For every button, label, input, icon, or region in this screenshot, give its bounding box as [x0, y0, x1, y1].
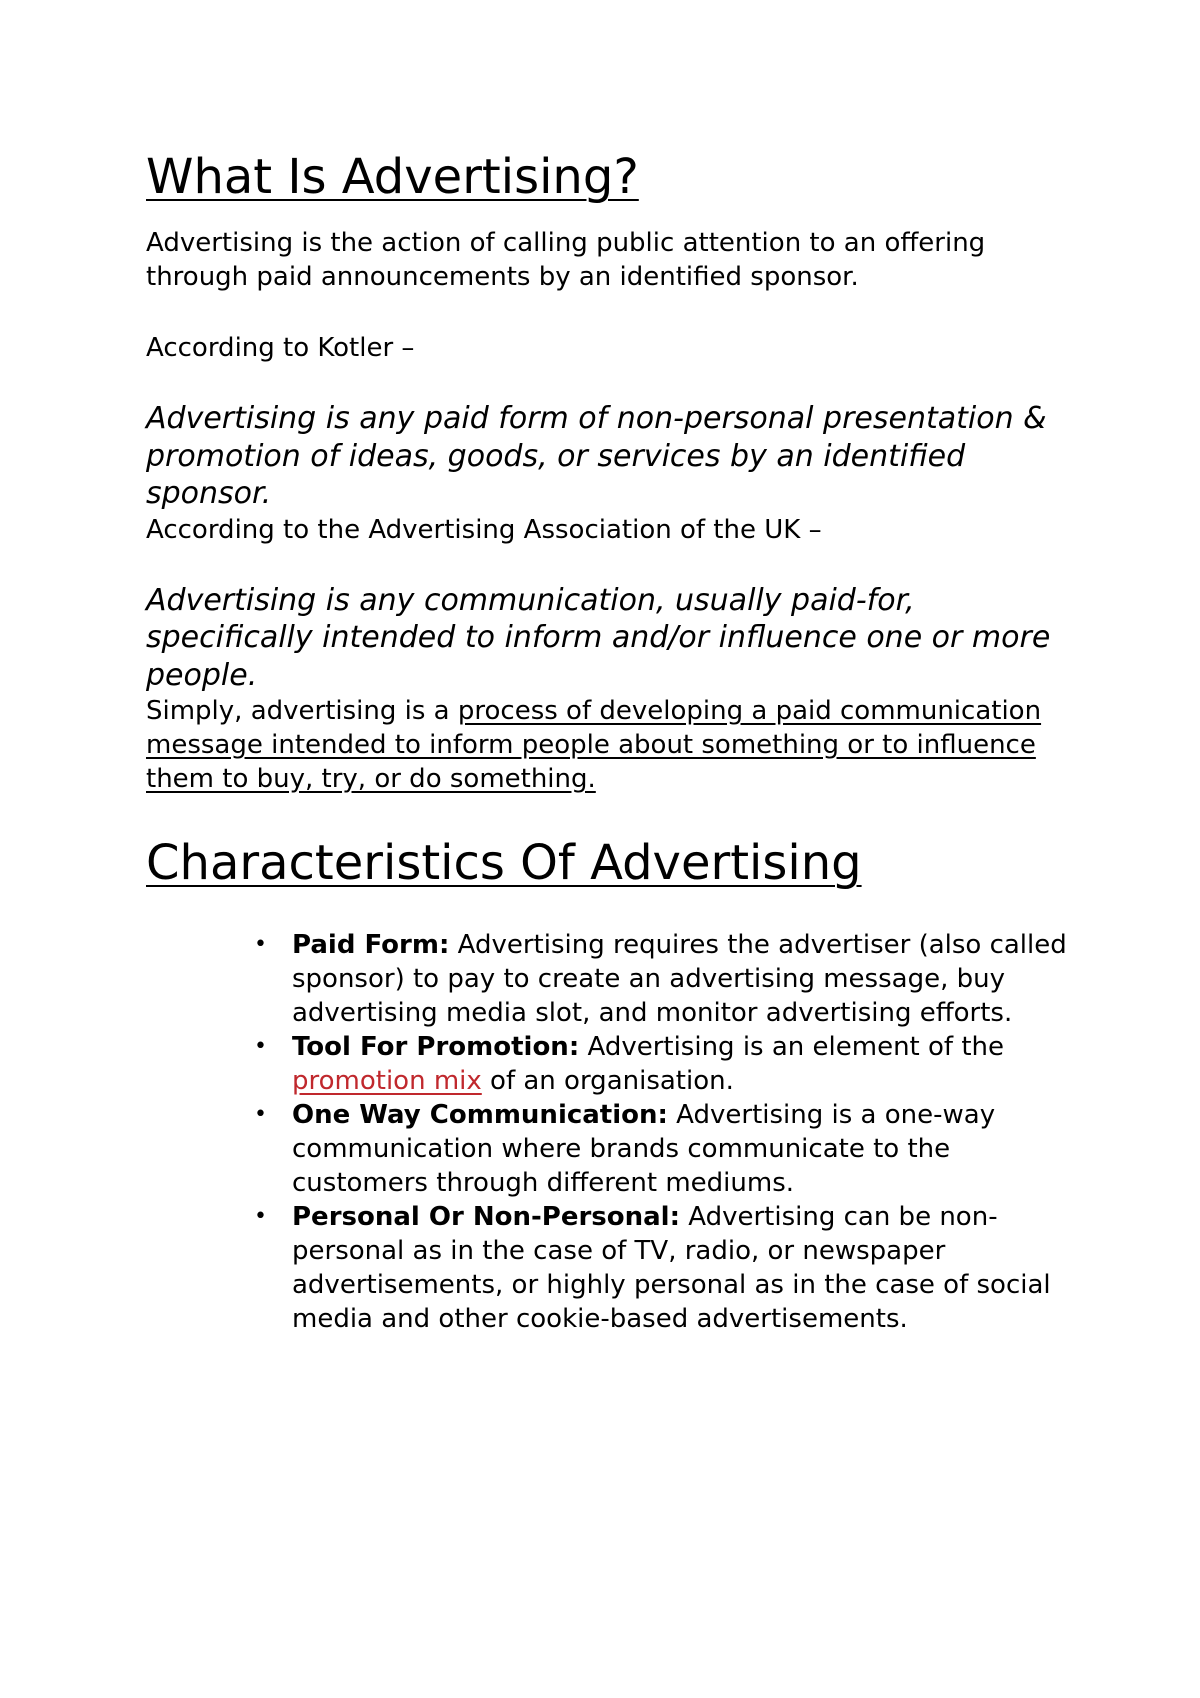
- intro-paragraph: Advertising is the action of calling public attention to an offering through paid announcements by an identified sponsor.: [146, 228, 986, 292]
- bullet-icon: •: [254, 1204, 267, 1229]
- list-item: [254, 1098, 1072, 1200]
- aauk-quote: Advertising is any communication, usually paid-for, specifically intended to inform and/or influence one or more people.: [146, 582, 1051, 693]
- document-content: [146, 148, 1066, 1336]
- list-item-term: Tool For Promotion:: [292, 1032, 580, 1062]
- simply-underlined-text: process of developing a paid communication message intended to inform people about something or to influence them to buy, try, or do something.: [146, 696, 1042, 794]
- kotler-quote: Advertising is any paid form of non-personal presentation & promotion of ideas, goods, or services by an identified sponsor.: [146, 401, 1047, 511]
- bullet-icon: •: [254, 1102, 267, 1127]
- list-item-text: of an organisation.: [481, 1066, 734, 1096]
- list-item: [254, 1030, 1072, 1098]
- list-item: [254, 928, 1072, 1030]
- aauk-label: According to the Advertising Association of the UK –: [146, 514, 822, 545]
- list-item-text: Advertising is a one-way communication where brands communicate to the customers through different mediums.: [292, 1100, 996, 1198]
- list-item-term: Paid Form:: [292, 930, 450, 960]
- list-item-text: Advertising requires the advertiser (also called sponsor) to pay to create an advertising message, buy advertising media slot, and monitor advertising efforts.: [292, 930, 1067, 1028]
- simply-paragraph: [146, 694, 1066, 796]
- list-item-term: One Way Communication:: [292, 1100, 668, 1130]
- heading-characteristics: Characteristics Of Advertising: [146, 835, 862, 891]
- kotler-label: According to Kotler –: [146, 333, 415, 363]
- promotion-mix-link[interactable]: promotion mix: [292, 1066, 482, 1096]
- heading-what-is-advertising: What Is Advertising?: [146, 149, 639, 205]
- characteristics-list: [146, 928, 1072, 1336]
- bullet-icon: •: [254, 1034, 267, 1059]
- list-item-term: Personal Or Non-Personal:: [292, 1202, 680, 1232]
- list-item-text: Advertising can be non-personal as in the case of TV, radio, or newspaper advertisements, or highly personal as in the case of social media and other cookie-based advertisements.: [292, 1202, 1051, 1334]
- simply-prefix: Simply, advertising is a: [146, 696, 458, 726]
- bullet-icon: •: [254, 932, 267, 957]
- list-item: [254, 1200, 1072, 1336]
- list-item-text: Advertising is an element of the: [579, 1032, 1005, 1062]
